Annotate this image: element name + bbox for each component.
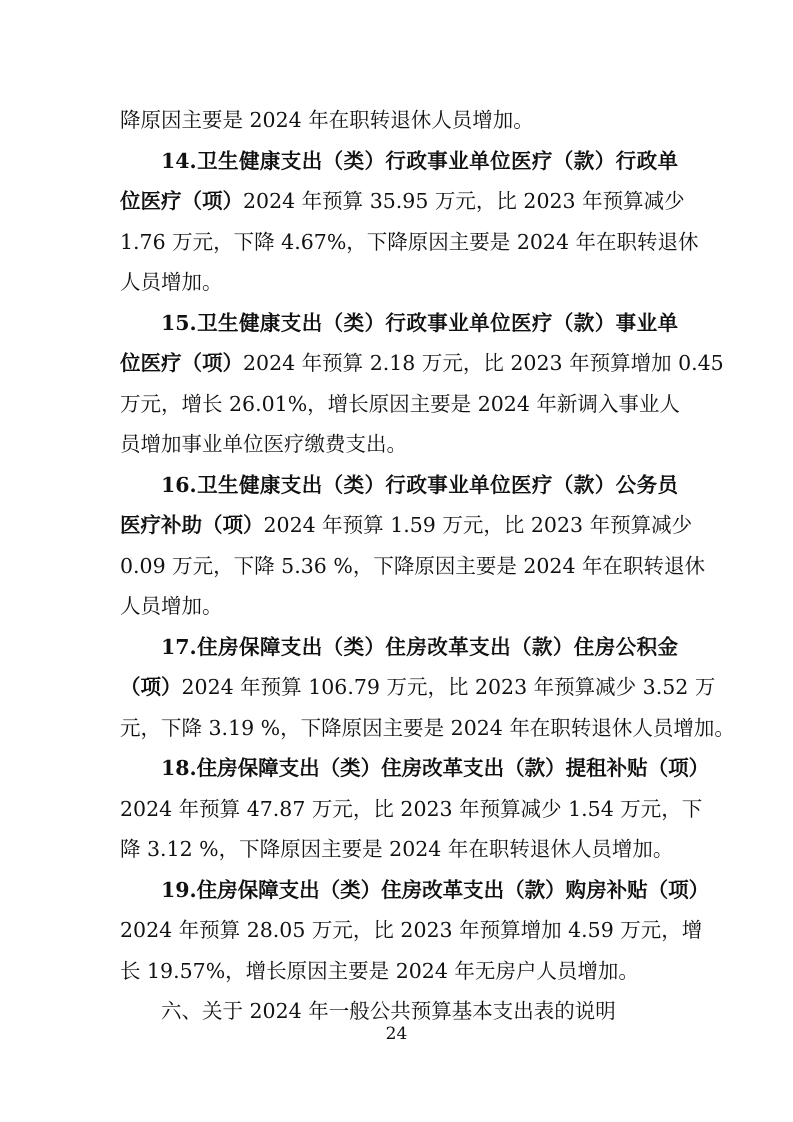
text-line: 位医疗（项）2024 年预算 2.18 万元，比 2023 年预算增加 0.45 [120, 351, 724, 375]
text-line: （项）2024 年预算 106.79 万元，比 2023 年预算减少 3.52 万 [120, 675, 716, 699]
text-line: 降原因主要是 2024 年在职转退休人员增加。 [120, 108, 534, 132]
text-line: 人员增加。 [120, 270, 223, 294]
section-16-heading: 16.卫生健康支出（类）行政事业单位医疗（款）公务员 [161, 472, 678, 497]
text-line: 员增加事业单位医疗缴费支出。 [120, 432, 407, 456]
section-19-heading: 19.住房保障支出（类）住房改革支出（款）购房补贴（项） [161, 877, 710, 902]
page-number: 24 [385, 1024, 408, 1044]
text-line: 2024 年预算 47.87 万元，比 2023 年预算减少 1.54 万元，下 [120, 796, 703, 821]
text-line: 位医疗（项）2024 年预算 35.95 万元，比 2023 年预算减少 [120, 189, 685, 213]
text-line: 万元，增长 26.01%，增长原因主要是 2024 年新调入事业人 [120, 391, 680, 416]
text-line: 长 19.57%，增长原因主要是 2024 年无房户人员增加。 [120, 958, 639, 983]
section-18-heading: 18.住房保障支出（类）住房改革支出（款）提租补贴（项） [161, 756, 710, 780]
body-text [120, 100, 735, 1032]
section-14-heading: 14.卫生健康支出（类）行政事业单位医疗（款）行政单 [161, 148, 678, 173]
text-line: 人员增加。 [120, 594, 223, 618]
section-15-heading: 15.卫生健康支出（类）行政事业单位医疗（款）事业单 [161, 310, 678, 335]
text-line: 0.09 万元，下降 5.36 %，下降原因主要是 2024 年在职转退休 [120, 553, 706, 578]
section-six-heading: 六、关于 2024 年一般公共预算基本支出表的说明 [161, 999, 616, 1023]
text-line: 元，下降 3.19 %，下降原因主要是 2024 年在职转退休人员增加。 [120, 715, 735, 740]
text-line: 医疗补助（项）2024 年预算 1.59 万元，比 2023 年预算减少 [120, 513, 693, 537]
section-17-heading: 17.住房保障支出（类）住房改革支出（款）住房公积金 [161, 634, 678, 659]
text-line: 1.76 万元，下降 4.67%，下降原因主要是 2024 年在职转退休 [120, 229, 699, 254]
text-line: 降 3.12 %，下降原因主要是 2024 年在职转退休人员增加。 [120, 837, 674, 861]
text-line: 2024 年预算 28.05 万元，比 2023 年预算增加 4.59 万元，增 [120, 918, 703, 942]
